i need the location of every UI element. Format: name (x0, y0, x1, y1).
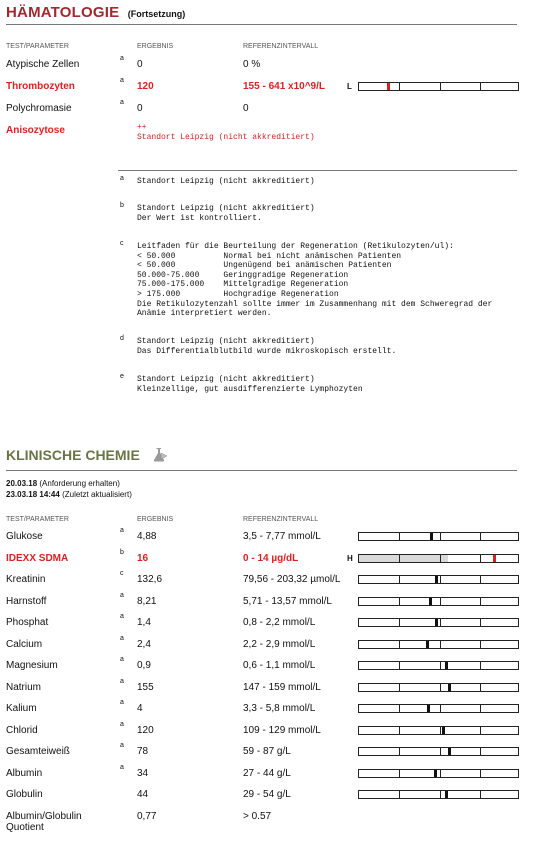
test-name: Gesamteiweiß (6, 746, 70, 757)
result-value: 155 (137, 681, 154, 693)
range-bar-grey (359, 555, 448, 562)
range-bar-divider (399, 619, 400, 626)
range-bar-divider (399, 555, 400, 562)
range-bar (358, 726, 519, 735)
range-bar (358, 554, 519, 563)
result-value: 0,77 (137, 810, 157, 822)
result-value: 2,4 (137, 638, 151, 650)
col-header-result: ERGEBNIS (137, 516, 174, 523)
range-bar-divider (399, 598, 400, 605)
range-bar-divider (440, 662, 441, 669)
reference-interval: 3,3 - 5,8 mmol/L (243, 703, 316, 714)
footnote-ref: a (120, 656, 124, 663)
range-bar-divider (440, 791, 441, 798)
date-received: 20.03.18 (Anforderung erhalten) (6, 479, 120, 488)
range-bar-divider (480, 533, 481, 540)
range-bar-divider (440, 619, 441, 626)
result-value: 4,88 (137, 531, 157, 542)
test-name: Albumin/Globulin Quotient (6, 810, 82, 833)
range-bar-divider (399, 83, 400, 90)
result-value: 120 (137, 724, 154, 736)
range-bar-divider (399, 641, 400, 648)
chemistry-header (6, 447, 170, 468)
range-bar-divider (399, 770, 400, 777)
range-bar-divider (440, 684, 441, 691)
range-bar-divider (399, 748, 400, 755)
test-name: Atypische Zellen (6, 59, 80, 70)
range-bar (358, 704, 519, 713)
range-bar-marker (434, 770, 437, 777)
reference-interval: 3,5 - 7,77 mmol/L (243, 531, 321, 542)
flag-indicator: L (347, 82, 352, 91)
range-bar-divider (480, 684, 481, 691)
footnote-text: Standort Leipzig (nicht akkreditiert) Der Wert ist kontrolliert. (137, 204, 315, 223)
reference-interval: 0 (243, 103, 249, 114)
range-bar-marker (430, 533, 433, 540)
footnote-text: Standort Leipzig (nicht akkreditiert) Kleinzellige, gut ausdifferenzierte Lymphozyten (137, 375, 363, 394)
range-bar-divider (480, 598, 481, 605)
range-bar-divider (480, 727, 481, 734)
range-bar-divider (440, 770, 441, 777)
result-value: 0 (137, 103, 143, 114)
reference-interval: 0,8 - 2,2 mmol/L (243, 617, 316, 628)
range-bar-marker (435, 619, 438, 626)
range-bar-marker (445, 791, 448, 798)
range-bar-divider (480, 770, 481, 777)
range-bar (358, 640, 519, 649)
footnote-ref: a (120, 677, 124, 685)
footnote-ref: a (120, 742, 124, 749)
range-bar (358, 575, 519, 584)
result-value: 16 (137, 552, 149, 564)
range-bar-divider (399, 662, 400, 669)
result-value: 1,4 (137, 617, 151, 628)
range-bar-divider (399, 684, 400, 691)
col-header-test: TEST/PARAMETER (6, 43, 69, 50)
footnote-ref: a (120, 55, 124, 62)
reference-interval: 147 - 159 mmol/L (243, 681, 321, 693)
result-value: 120 (137, 81, 154, 92)
range-bar (358, 597, 519, 606)
range-bar-marker (435, 576, 438, 583)
reference-interval: 2,2 - 2,9 mmol/L (243, 638, 316, 650)
footnote-ref: a (120, 634, 124, 642)
result-value: 44 (137, 789, 149, 800)
range-bar-divider (440, 748, 441, 755)
result-value: ++ Standort Leipzig (nicht akkreditiert) (137, 123, 315, 142)
range-bar-divider (440, 598, 441, 605)
hematology-subtitle: (Fortsetzung) (127, 9, 186, 19)
range-bar-divider (440, 576, 441, 583)
test-name: Calcium (6, 638, 43, 650)
hematology-title: HÄMATOLOGIE (6, 4, 120, 21)
test-name: Kalium (6, 703, 37, 714)
col-header-result: ERGEBNIS (137, 43, 174, 50)
footnote-ref: a (120, 77, 124, 84)
footnote-ref: a (120, 613, 124, 620)
range-bar-divider (399, 727, 400, 734)
range-bar-divider (480, 576, 481, 583)
range-bar-marker (426, 641, 429, 648)
divider (6, 24, 517, 25)
range-bar-divider (440, 705, 441, 712)
reference-interval: 0,6 - 1,1 mmol/L (243, 660, 316, 671)
footnote-ref: a (120, 699, 124, 706)
range-bar-marker (448, 684, 451, 691)
test-name: Phosphat (6, 617, 49, 628)
reference-interval: 79,56 - 203,32 µmol/L (243, 574, 341, 585)
range-bar-divider (440, 727, 441, 734)
test-name: Magnesium (6, 660, 58, 671)
test-name: Harnstoff (6, 595, 47, 607)
test-name: Albumin (6, 767, 43, 779)
result-value: 34 (137, 767, 149, 779)
range-bar-divider (480, 748, 481, 755)
range-bar-marker (445, 662, 448, 669)
footnote-ref: a (120, 763, 124, 771)
flag-indicator: H (347, 553, 353, 563)
result-value: 0,9 (137, 660, 151, 671)
reference-interval: 0 % (243, 59, 261, 70)
range-bar-divider (480, 705, 481, 712)
range-bar-divider (480, 83, 481, 90)
range-bar (358, 532, 519, 541)
range-bar-divider (480, 641, 481, 648)
footnote-ref: b (120, 548, 124, 556)
test-name: Kreatinin (6, 574, 46, 585)
range-bar-divider (440, 83, 441, 90)
flask-arrow-icon (152, 447, 170, 468)
range-bar-divider (399, 705, 400, 712)
reference-interval: 0 - 14 µg/dL (243, 552, 299, 564)
reference-interval: > 0.57 (243, 810, 272, 822)
col-header-ref: REFERENZINTERVALL (243, 43, 319, 50)
range-bar (358, 82, 519, 91)
reference-interval: 155 - 641 x10^9/L (243, 81, 326, 92)
test-name: Chlorid (6, 724, 38, 736)
range-bar-divider (480, 662, 481, 669)
test-name: IDEXX SDMA (6, 552, 69, 564)
col-header-test: TEST/PARAMETER (6, 516, 69, 523)
test-name: Polychromasie (6, 103, 72, 114)
result-value: 78 (137, 746, 149, 757)
range-bar-marker (387, 83, 390, 90)
test-name: Thrombozyten (6, 81, 75, 92)
range-bar-marker (493, 555, 496, 562)
footnote-letter: d (120, 335, 124, 342)
range-bar-divider (399, 576, 400, 583)
footnote-letter: a (120, 175, 124, 182)
reference-interval: 27 - 44 g/L (243, 767, 291, 779)
range-bar-marker (427, 705, 430, 712)
footnote-ref: a (120, 720, 124, 728)
footnote-ref: a (120, 591, 124, 599)
range-bar (358, 747, 519, 756)
footnote-letter: b (120, 202, 124, 209)
reference-interval: 5,71 - 13,57 mmol/L (243, 595, 332, 607)
reference-interval: 109 - 129 mmol/L (243, 724, 321, 736)
range-bar-divider (480, 791, 481, 798)
footnote-ref: a (120, 527, 124, 534)
range-bar-divider (440, 533, 441, 540)
divider (6, 470, 517, 471)
range-bar (358, 769, 519, 778)
footnote-divider (118, 170, 517, 171)
footnote-ref: a (120, 99, 124, 106)
footnote-ref: c (120, 570, 124, 577)
chemistry-title: KLINISCHE CHEMIE (6, 447, 140, 463)
range-bar (358, 661, 519, 670)
reference-interval: 29 - 54 g/L (243, 789, 291, 800)
col-header-ref: REFERENZINTERVALL (243, 516, 319, 523)
footnote-text: Standort Leipzig (nicht akkreditiert) (137, 177, 315, 186)
range-bar-marker (442, 727, 445, 734)
range-bar-marker (429, 598, 432, 605)
date-updated: 23.03.18 14:44 (Zuletzt aktualisiert) (6, 490, 132, 499)
footnote-letter: c (120, 240, 124, 247)
range-bar-divider (480, 555, 481, 562)
hematology-header (6, 4, 185, 22)
result-value: 0 (137, 59, 143, 70)
range-bar-divider (399, 791, 400, 798)
footnote-text: Standort Leipzig (nicht akkreditiert) Das Differentialblutbild wurde mikroskopisch erstellt. (137, 337, 397, 356)
range-bar-marker (448, 748, 451, 755)
footnote-text: Leitfaden für die Beurteilung der Regeneration (Retikulozyten/ul): < 50.000 Normal bei nicht anämischen Patienten < 50.000 Ungenügend bei anämischen Patienten 50.000-75.000 Geringgradige Regeneration 75.000-175.000 Mittelgradige Regeneration > 175.000 Hochgradige Regeneration Die Retikulozytenzahl sollte immer im Zusammenhang mit dem Schweregrad der Anämie interpretiert werden. (137, 242, 493, 319)
test-name: Globulin (6, 789, 43, 800)
range-bar (358, 618, 519, 627)
range-bar-divider (399, 533, 400, 540)
result-value: 8,21 (137, 595, 157, 607)
result-value: 132,6 (137, 574, 163, 585)
result-value: 4 (137, 703, 143, 714)
range-bar (358, 683, 519, 692)
footnote-letter: e (120, 373, 124, 380)
range-bar (358, 790, 519, 799)
test-name: Anisozytose (6, 125, 65, 136)
reference-interval: 59 - 87 g/L (243, 746, 291, 757)
range-bar-divider (480, 619, 481, 626)
test-name: Natrium (6, 681, 42, 693)
range-bar-divider (440, 555, 441, 562)
range-bar-divider (440, 641, 441, 648)
test-name: Glukose (6, 531, 43, 542)
